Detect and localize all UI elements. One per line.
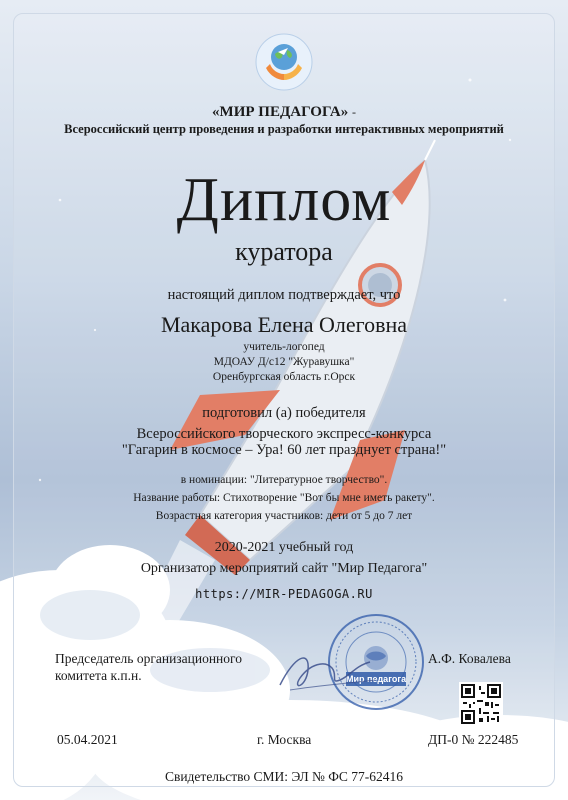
organization-subtitle: Всероссийский центр проведения и разработки интерактивных мероприятий xyxy=(64,122,504,136)
organization-name-text: «МИР ПЕДАГОГА» xyxy=(212,104,349,120)
chairman-title-line-1: Председатель организационного xyxy=(55,651,242,666)
work-title: Название работы: Стихотворение "Вот бы мне иметь ракету". xyxy=(133,492,435,504)
media-registration: Свидетельство СМИ: ЭЛ № ФС 77-62416 xyxy=(164,769,404,784)
website-link[interactable]: https://MIR-PEDAGOGA.RU xyxy=(195,587,373,601)
chairman-title-line-2: комитета к.п.н. xyxy=(55,668,142,683)
recipient-institution: МДОАУ Д/с12 "Журавушка" xyxy=(213,356,355,368)
diploma-subtitle: куратора xyxy=(235,237,333,266)
organization-name xyxy=(0,104,568,121)
hands-globe-dove-icon xyxy=(254,32,314,92)
nomination-text: в номинации: "Литературное творчество". xyxy=(180,474,388,486)
diploma-number: ДП-0 № 222485 xyxy=(428,732,519,747)
signer-name: А.Ф. Ковалева xyxy=(428,651,511,666)
contest-line-1: Всероссийского творческого экспресс-конкурса xyxy=(136,426,432,442)
diploma-title: Диплом xyxy=(176,166,392,234)
qr-code-icon[interactable] xyxy=(459,682,503,726)
prepared-text: подготовил (а) победителя xyxy=(202,405,366,421)
recipient-name: Макарова Елена Олеговна xyxy=(160,312,408,337)
recipient-position: учитель-логопед xyxy=(243,341,325,353)
recipient-region: Оренбургская область г.Орск xyxy=(212,371,356,383)
confirm-text: настоящий диплом подтверждает, что xyxy=(167,287,401,303)
signature-mark xyxy=(270,640,380,700)
stamp-text: Мир педагога xyxy=(346,674,407,684)
contest-line-2: "Гагарин в космосе – Ура! 60 лет празднует страна!" xyxy=(121,442,447,458)
issue-city: г. Москва xyxy=(257,732,312,747)
age-category: Возрастная категория участников: дети от 5 до 7 лет xyxy=(155,510,413,522)
school-year: 2020-2021 учебный год xyxy=(214,540,354,555)
organization-name-dash: - xyxy=(351,105,356,119)
organizer-text: Организатор мероприятий сайт "Мир Педагога" xyxy=(140,561,428,576)
issue-date: 05.04.2021 xyxy=(57,732,118,747)
